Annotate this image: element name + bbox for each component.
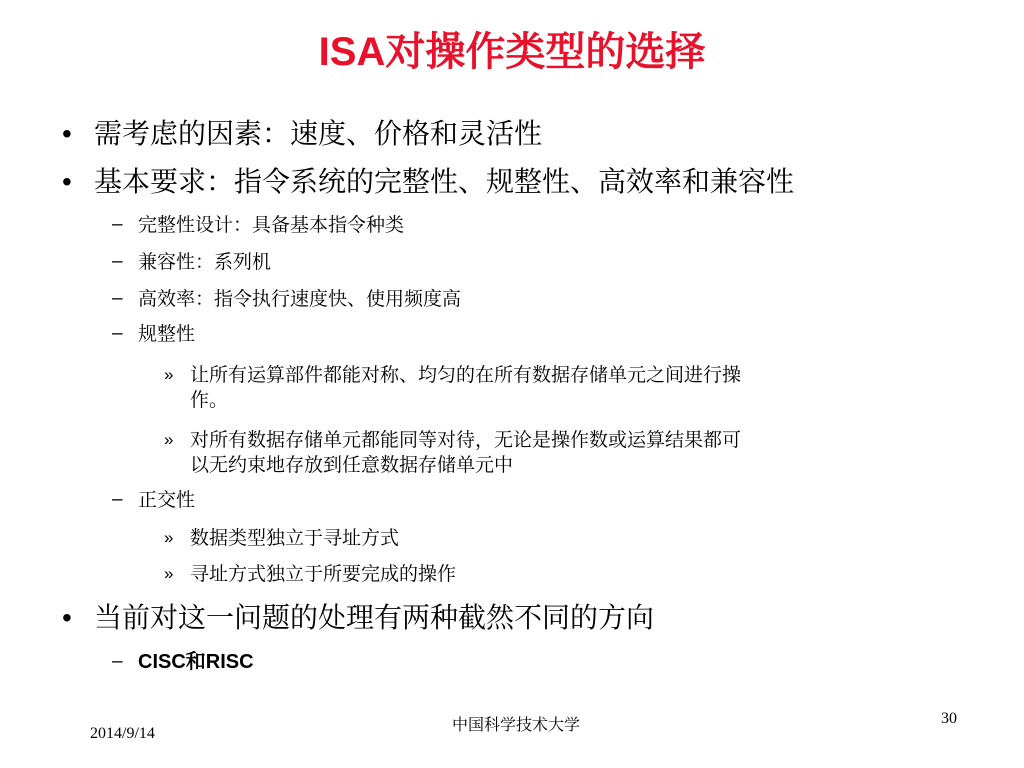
sub-sub-bullet-marker: » xyxy=(164,528,174,547)
sub-bullet-marker: – xyxy=(112,323,123,344)
sub-sub-bullet-text: 寻址方式独立于所要完成的操作 xyxy=(190,563,457,585)
sub-bullet-text: 完整性设计：具备基本指令种类 xyxy=(138,214,405,236)
sub-sub-bullet-text-line2: 以无约束地存放到任意数据存储单元中 xyxy=(190,454,514,476)
sub-bullet-text: 高效率：指令执行速度快、使用频度高 xyxy=(138,288,462,310)
bullet-marker: • xyxy=(62,166,72,197)
sub-sub-bullet-text-line1: 让所有运算部件都能对称、均匀的在所有数据存储单元之间进行操 xyxy=(190,364,742,386)
sub-bullet-text: 正交性 xyxy=(138,489,196,511)
sub-bullet-marker: – xyxy=(112,251,123,272)
bullet-marker: • xyxy=(62,602,72,633)
bullet-marker: • xyxy=(62,118,72,149)
sub-bullet-text: CISC和RISC xyxy=(138,651,254,673)
footer-date: 2014/9/14 xyxy=(90,725,155,742)
sub-bullet-text: 兼容性：系列机 xyxy=(138,251,272,273)
title-acronym: ISA xyxy=(318,30,386,74)
sub-sub-bullet-text-line2: 作。 xyxy=(190,389,229,411)
sub-bullet-marker: – xyxy=(112,288,123,309)
sub-sub-bullet-marker: » xyxy=(164,430,174,449)
sub-bullet-text: 规整性 xyxy=(138,323,196,345)
sub-sub-bullet-text: 数据类型独立于寻址方式 xyxy=(190,527,400,549)
sub-bullet-marker: – xyxy=(112,651,123,672)
sub-bullet-marker: – xyxy=(112,489,123,510)
bullet-text: 基本要求：指令系统的完整性、规整性、高效率和兼容性 xyxy=(94,165,795,198)
sub-sub-bullet-marker: » xyxy=(164,564,174,583)
page-number: 30 xyxy=(941,710,957,727)
bullet-text: 当前对这一问题的处理有两种截然不同的方向 xyxy=(94,601,655,634)
bullet-text: 需考虑的因素：速度、价格和灵活性 xyxy=(94,117,543,150)
sub-sub-bullet-marker: » xyxy=(164,365,174,384)
sub-bullet-marker: – xyxy=(112,214,123,235)
sub-sub-bullet-text-line1: 对所有数据存储单元都能同等对待，无论是操作数或运算结果都可 xyxy=(190,429,742,451)
footer-organization: 中国科学技术大学 xyxy=(452,717,581,734)
title-rest: 对操作类型的选择 xyxy=(385,29,706,75)
